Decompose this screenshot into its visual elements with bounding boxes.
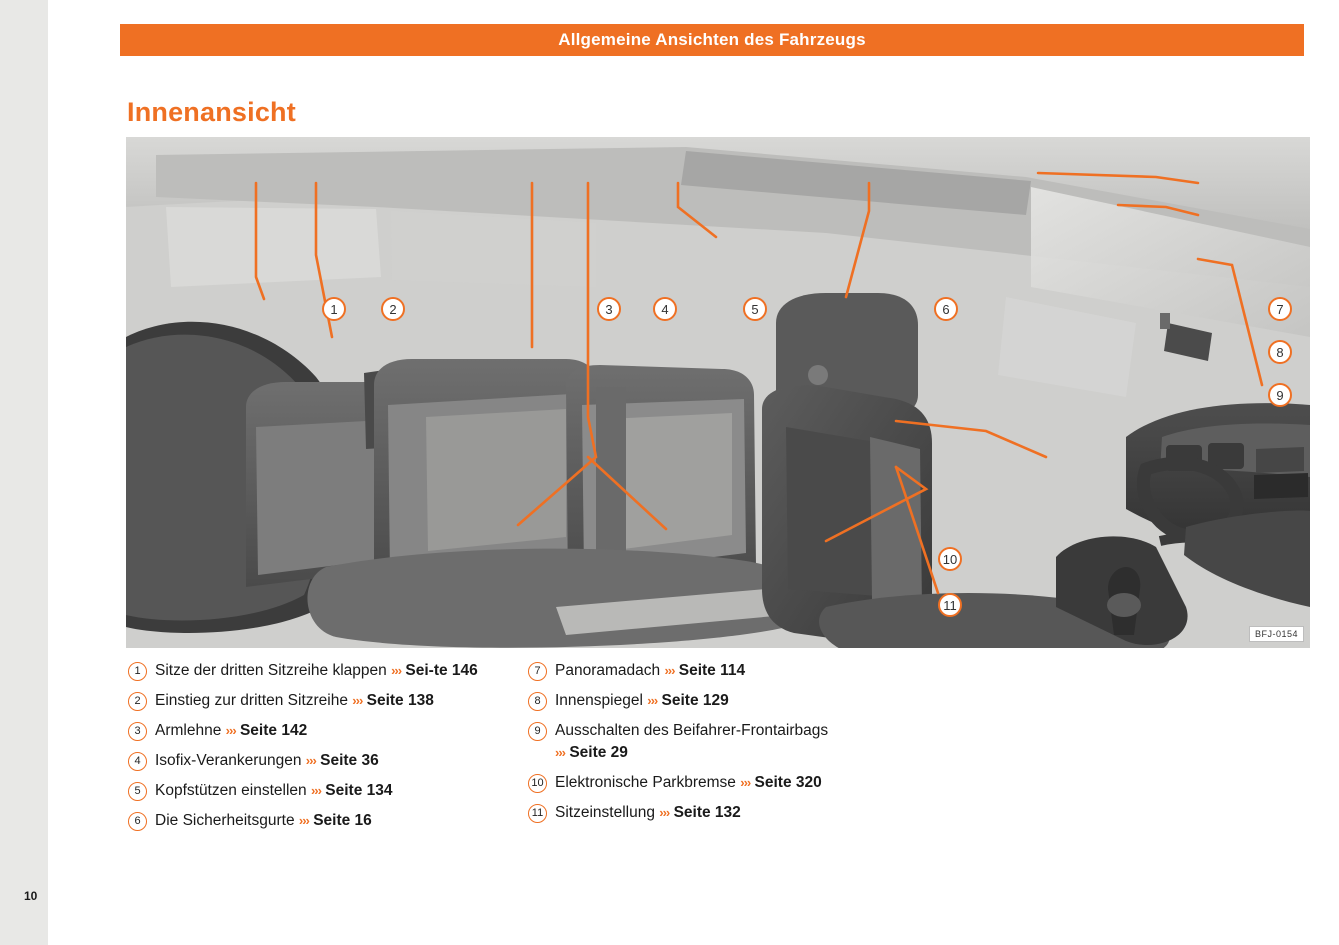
callout-marker-7: [1268, 297, 1292, 321]
interior-view-figure: [126, 137, 1310, 648]
legend-number: 7: [528, 662, 547, 681]
legend-text: [555, 772, 948, 794]
legend-text: [155, 810, 528, 832]
legend-number: 1: [128, 662, 147, 681]
legend-item-6: [128, 810, 528, 832]
callout-number: 11: [943, 597, 957, 613]
callout-number: 7: [1276, 301, 1284, 317]
legend-number: 2: [128, 692, 147, 711]
legend-text: [155, 660, 528, 682]
legend-label: Ausschalten des Beifahrer-Frontairbags: [555, 722, 829, 739]
legend-label: Sitzeinstellung: [555, 804, 655, 821]
callout-number: 8: [1276, 344, 1284, 360]
legend-reference[interactable]: Seite 142: [239, 722, 308, 739]
callout-marker-1: [322, 297, 346, 321]
callout-number: 10: [942, 551, 958, 567]
legend-label: Kopfstützen einstellen: [155, 782, 307, 799]
legend-label: Einstieg zur dritten Sitzreihe: [155, 692, 348, 709]
legend-reference[interactable]: Seite 320: [754, 774, 822, 791]
legend-item-1: [128, 660, 528, 682]
callout-number: 6: [942, 301, 950, 317]
legend-reference[interactable]: Sei-te 146: [405, 662, 478, 679]
legend-number: 9: [528, 722, 547, 741]
legend-reference[interactable]: Seite 138: [366, 692, 434, 709]
legend-text: [555, 802, 948, 824]
chevron-right-icon: ›››: [298, 813, 309, 828]
legend-item-8: [528, 690, 948, 712]
chevron-right-icon: ›››: [352, 693, 363, 708]
legend-label: Innenspiegel: [555, 692, 643, 709]
callout-marker-5: [743, 297, 767, 321]
callout-marker-9: [1268, 383, 1292, 407]
legend-number: 10: [528, 774, 547, 793]
callout-marker-6: [934, 297, 958, 321]
legend-number: 11: [528, 804, 547, 823]
legend-reference[interactable]: Seite 36: [320, 752, 379, 769]
chevron-right-icon: ›››: [740, 775, 751, 790]
legend-reference[interactable]: Seite 16: [313, 812, 372, 829]
legend-item-7: [528, 660, 948, 682]
chevron-right-icon: ›››: [391, 663, 402, 678]
legend-column-right: [528, 660, 948, 832]
callout-number: 5: [751, 301, 759, 317]
legend-item-5: [128, 780, 528, 802]
page-sheet: [48, 0, 1339, 945]
legend-label: Die Sicherheitsgurte: [155, 812, 295, 829]
legend-reference[interactable]: Seite 129: [661, 692, 729, 709]
section-header-title: Allgemeine Ansichten des Fahrzeugs: [558, 30, 866, 49]
legend-number: 8: [528, 692, 547, 711]
chevron-right-icon: ›››: [305, 753, 316, 768]
page-title: Innenansicht: [127, 97, 296, 128]
callout-marker-10: [938, 547, 962, 571]
chevron-right-icon: ›››: [664, 663, 675, 678]
legend-text: [555, 660, 948, 682]
callout-marker-3: [597, 297, 621, 321]
legend-label: Armlehne: [155, 722, 222, 739]
legend-item-3: [128, 720, 528, 742]
chevron-right-icon: ›››: [659, 805, 670, 820]
chevron-right-icon: ›››: [225, 723, 236, 738]
callout-marker-11: [938, 593, 962, 617]
chevron-right-icon: ›››: [310, 783, 321, 798]
interior-illustration: [126, 137, 1310, 648]
legend-label: Elektronische Parkbremse: [555, 774, 736, 791]
callout-marker-8: [1268, 340, 1292, 364]
callout-marker-2: [381, 297, 405, 321]
legend-reference[interactable]: Seite 134: [325, 782, 393, 799]
legend-number: 4: [128, 752, 147, 771]
callout-number: 3: [605, 301, 613, 317]
legend-text: [555, 720, 948, 764]
legend-number: 5: [128, 782, 147, 801]
legend-number: 3: [128, 722, 147, 741]
legend-text: [555, 690, 948, 712]
section-header-bar: [120, 24, 1304, 56]
legend-item-10: [528, 772, 948, 794]
callout-number: 4: [661, 301, 669, 317]
legend-label: Sitze der dritten Sitzreihe klappen: [155, 662, 387, 679]
figure-code: BFJ-0154: [1249, 626, 1304, 642]
legend-item-2: [128, 690, 528, 712]
legend-column-left: [128, 660, 528, 840]
legend-reference[interactable]: Seite 114: [678, 662, 746, 679]
legend-reference[interactable]: Seite 132: [673, 804, 741, 821]
callout-number: 2: [389, 301, 397, 317]
legend-item-11: [528, 802, 948, 824]
legend-label: Panoramadach: [555, 662, 661, 679]
legend-text: [155, 720, 528, 742]
legend-text: [155, 750, 528, 772]
callout-marker-4: [653, 297, 677, 321]
legend-text: [155, 780, 528, 802]
legend-item-9: [528, 720, 948, 764]
callout-number: 1: [330, 301, 338, 317]
legend-item-4: [128, 750, 528, 772]
callout-number: 9: [1276, 387, 1284, 403]
chevron-right-icon: ›››: [647, 693, 658, 708]
legend-text: [155, 690, 528, 712]
legend-number: 6: [128, 812, 147, 831]
chevron-right-icon: ›››: [555, 745, 565, 760]
legend-reference[interactable]: Seite 29: [569, 744, 628, 761]
page-number: 10: [24, 889, 38, 903]
legend-label: Isofix-Verankerungen: [155, 752, 302, 769]
